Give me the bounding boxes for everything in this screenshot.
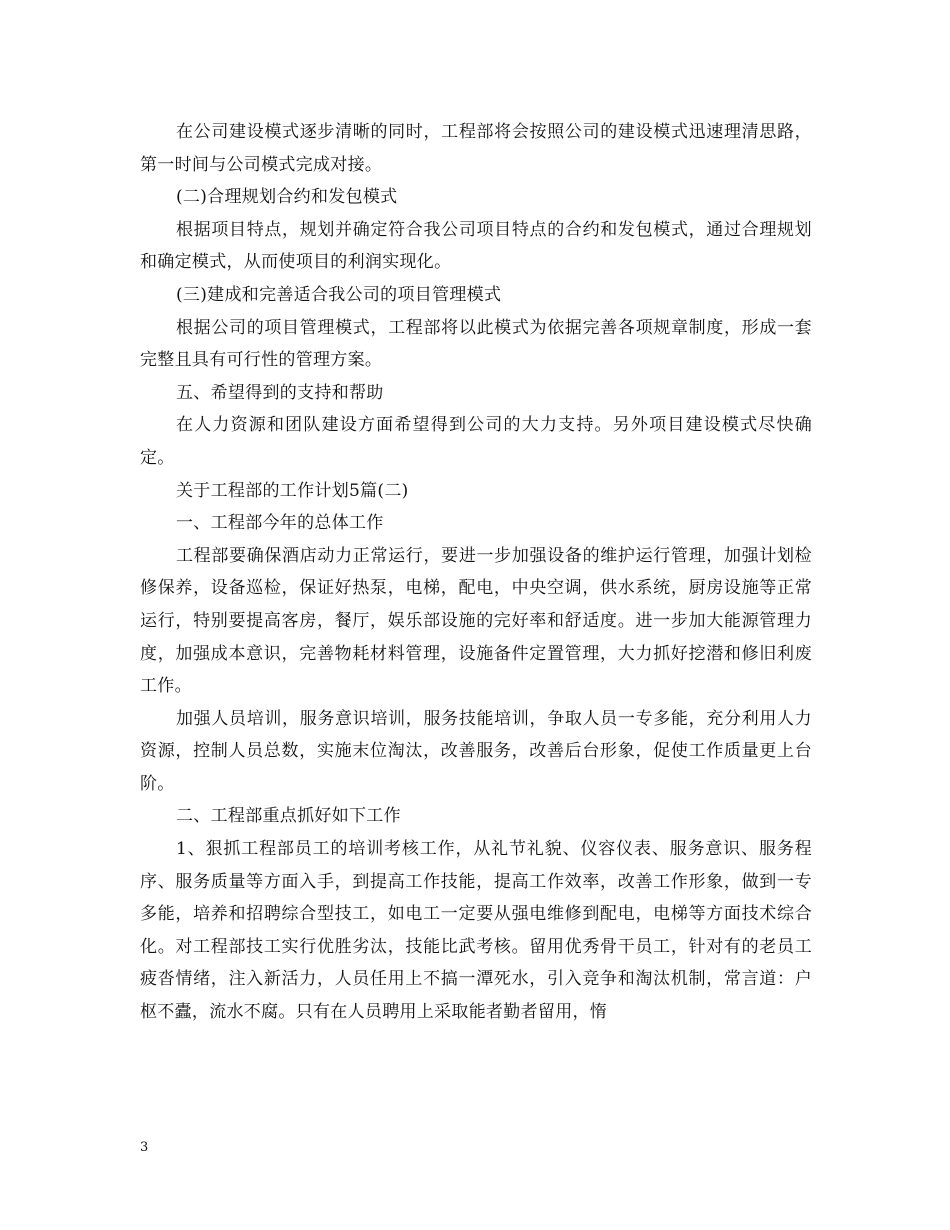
section-heading: 二、工程部重点抓好如下工作 [176, 806, 401, 827]
paragraph: 1、狠抓工程部员工的培训考核工作，从礼节礼貌、仪容仪表、服务意识、服务程序、服务质量等方面入手，到提高工作技能，提高工作效率，改善工作形象，做到一专多能，培养和招聘综合型技工，如电工一定要从强电维修到配电，电梯等方面技术综合化。对工程部技工实行优胜劣汰，技能比武考核。留用优秀骨干员工，针对有的老员工疲沓情绪，注入新活力，人员任用上不搞一潭死水，引入竞争和淘汰机制，常言道：户枢不蠹，流水不腐。只有在人员聘用上采取能者勤者留用，惰 [140, 839, 812, 1023]
document-body [140, 116, 812, 1029]
section-heading: 一、工程部今年的总体工作 [176, 513, 384, 534]
page-number: 3 [140, 1140, 149, 1155]
section-heading: 五、希望得到的支持和帮助 [176, 382, 384, 403]
paragraph: 在公司建设模式逐步清晰的同时，工程部将会按照公司的建设模式迅速理清思路，第一时间与公司模式完成对接。 [140, 122, 812, 175]
section-heading: (二)合理规划合约和发包模式 [176, 187, 398, 208]
section-heading: (三)建成和完善适合我公司的项目管理模式 [176, 284, 502, 305]
paragraph: 在人力资源和团队建设方面希望得到公司的大力支持。另外项目建设模式尽快确定。 [140, 415, 812, 468]
paragraph: 根据公司的项目管理模式，工程部将以此模式为依据完善各项规章制度，形成一套完整且具有可行性的管理方案。 [140, 317, 812, 371]
paragraph: 工程部要确保酒店动力正常运行，要进一步加强设备的维护运行管理，加强计划检修保养，设备巡检，保证好热泵，电梯，配电，中央空调，供水系统，厨房设施等正常运行，特别要提高客房，餐厅，娱乐部设施的完好率和舒适度。进一步加大能源管理力度，加强成本意识，完善物耗材料管理，设施备件定置管理，大力抓好挖潜和修旧利废工作。 [140, 545, 812, 697]
paragraph: 根据项目特点，规划并确定符合我公司项目特点的合约和发包模式，通过合理规划和确定模式，从而使项目的利润实现化。 [140, 219, 812, 273]
document-subtitle: 关于工程部的工作计划5篇(二) [176, 480, 409, 501]
paragraph: 加强人员培训，服务意识培训，服务技能培训，争取人员一专多能，充分利用人力资源，控制人员总数，实施末位淘汰，改善服务，改善后台形象，促使工作质量更上台阶。 [140, 708, 812, 794]
